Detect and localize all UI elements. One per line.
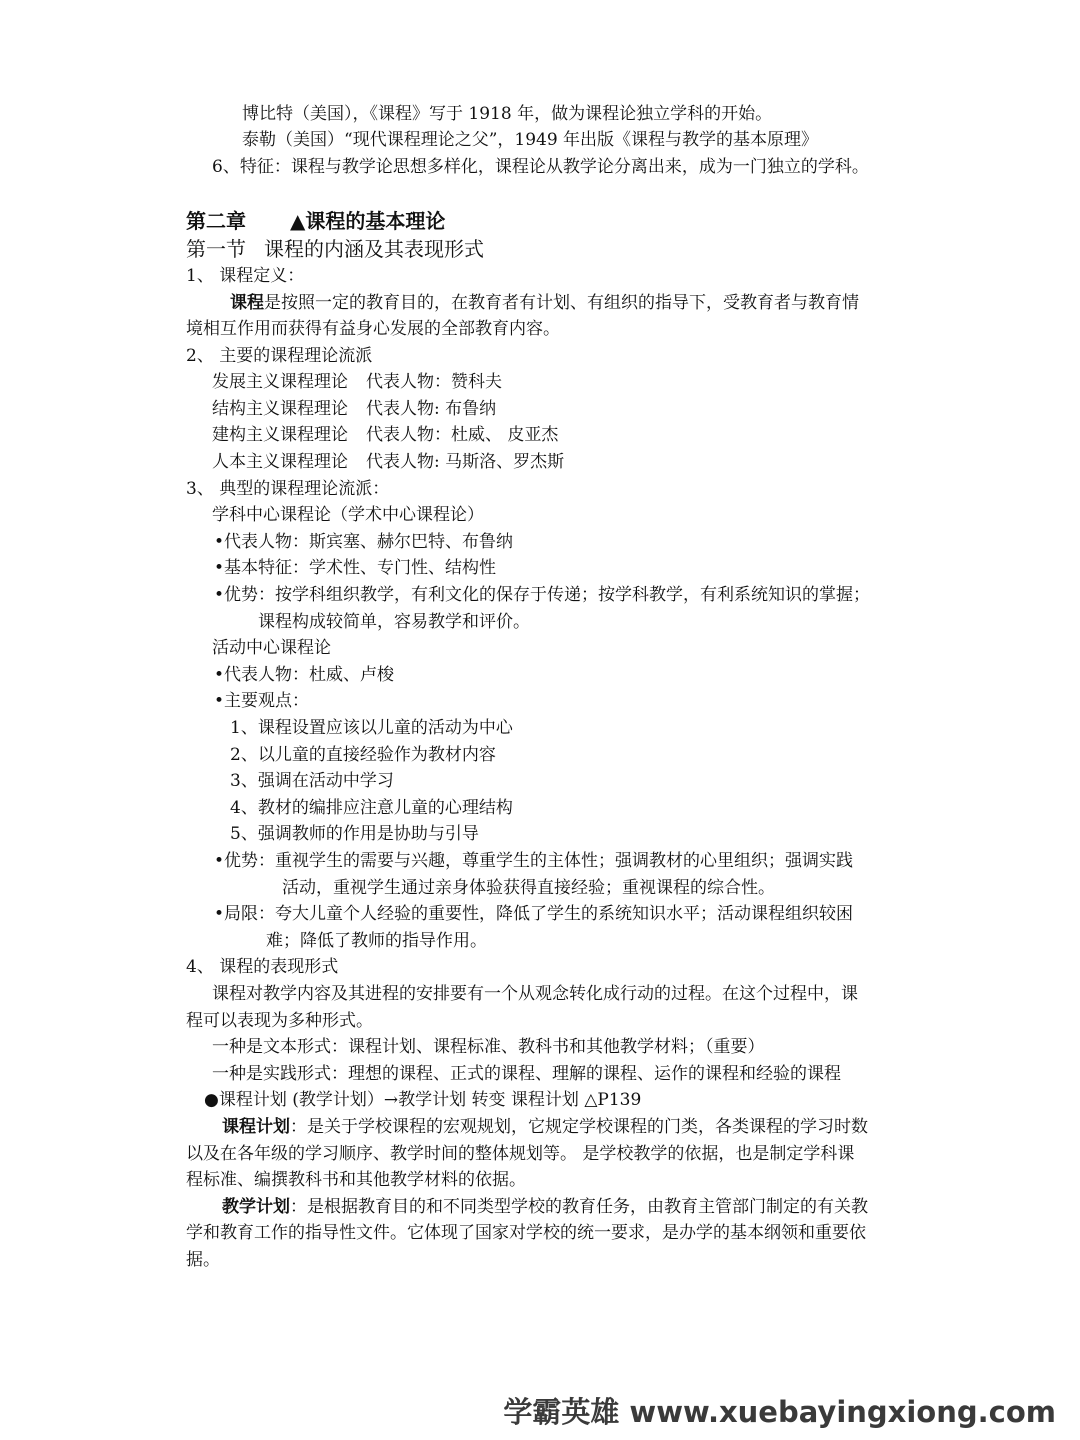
text-line: 博比特（美国），《课程》写于 1918 年，做为课程论独立学科的开始。 bbox=[242, 104, 773, 124]
text-line: 建构主义课程理论 代表人物：杜威、 皮亚杰 bbox=[212, 425, 559, 445]
chapter-number: 第二章 bbox=[186, 209, 246, 233]
text-line: 6、特征：课程与教学论思想多样化，课程论从教学论分离出来，成为一门独立的学科。 bbox=[212, 157, 869, 177]
bullet-item: •代表人物：杜威、卢梭 bbox=[214, 665, 395, 685]
bullet-item: •局限：夸大儿童个人经验的重要性，降低了学生的系统知识水平；活动课程组织较困 bbox=[214, 904, 854, 924]
definition-line: 课程是按照一定的教育目的，在教育者有计划、有组织的指导下，受教育者与教育情 bbox=[230, 293, 859, 313]
text-line: 以及在各年级的学习顺序、教学时间的整体规划等。 是学校教学的依据，也是制定学科课 bbox=[186, 1144, 855, 1164]
text-line: 一种是文本形式：课程计划、课程标准、教科书和其他教学材料；（重要） bbox=[212, 1037, 765, 1057]
text-line: 结构主义课程理论 代表人物: 布鲁纳 bbox=[212, 399, 497, 419]
list-item: 4、教材的编排应注意儿童的心理结构 bbox=[230, 798, 513, 818]
list-heading: 3、 典型的课程理论流派： bbox=[186, 479, 390, 499]
text-line: 课程对教学内容及其进程的安排要有一个从观念转化成行动的过程。在这个过程中，课 bbox=[212, 984, 858, 1004]
bullet-item: •基本特征：学术性、专门性、结构性 bbox=[214, 558, 497, 578]
bullet-item: •主要观点： bbox=[214, 691, 310, 711]
bullet-item: •代表人物：斯宾塞、赫尔巴特、布鲁纳 bbox=[214, 532, 514, 552]
text-line: 活动中心课程论 bbox=[212, 638, 331, 658]
text-line: 发展主义课程理论 代表人物：赞科夫 bbox=[212, 372, 502, 392]
text-line: 程标准、编撰教科书和其他教学材料的依据。 bbox=[186, 1170, 526, 1190]
chapter-title: ▲课程的基本理论 bbox=[290, 209, 446, 233]
list-item: 2、以儿童的直接经验作为教材内容 bbox=[230, 745, 496, 765]
term-bold: 课程计划 bbox=[222, 1117, 290, 1137]
text-line: 据。 bbox=[186, 1250, 220, 1270]
section-heading bbox=[186, 238, 484, 260]
definition-line: 教学计划：是根据教育目的和不同类型学校的教育任务，由教育主管部门制定的有关教 bbox=[222, 1197, 868, 1217]
section-number: 第一节 bbox=[186, 237, 246, 261]
text-line: ●课程计划 (教学计划）→教学计划 转变 课程计划 △P139 bbox=[204, 1090, 642, 1110]
section-title: 课程的内涵及其表现形式 bbox=[264, 237, 484, 261]
bullet-item: •优势：按学科组织教学，有利文化的保存于传递；按学科教学，有利系统知识的掌握； bbox=[214, 585, 871, 605]
list-item: 1、课程设置应该以儿童的活动为中心 bbox=[230, 718, 513, 738]
chapter-heading bbox=[186, 210, 445, 232]
list-item: 3、强调在活动中学习 bbox=[230, 771, 394, 791]
list-item: 5、强调教师的作用是协助与引导 bbox=[230, 824, 479, 844]
list-heading: 1、 课程定义： bbox=[186, 266, 305, 286]
text-line: 人本主义课程理论 代表人物: 马斯洛、罗杰斯 bbox=[212, 452, 565, 472]
text-line: 活动，重视学生通过亲身体验获得直接经验；重视课程的综合性。 bbox=[282, 878, 775, 898]
list-heading: 4、 课程的表现形式 bbox=[186, 957, 339, 977]
text-line: 一种是实践形式：理想的课程、正式的课程、理解的课程、运作的课程和经验的课程 bbox=[212, 1064, 841, 1084]
text-line: 课程构成较简单，容易教学和评价。 bbox=[258, 612, 530, 632]
watermark: 学霸英雄 www.xuebayingxiong.com bbox=[503, 1395, 1056, 1429]
term-bold: 课程 bbox=[230, 293, 264, 313]
text-line: 境相互作用而获得有益身心发展的全部教育内容。 bbox=[186, 319, 560, 339]
text-line: 学科中心课程论（学术中心课程论） bbox=[212, 505, 484, 525]
definition-line: 课程计划：是关于学校课程的宏观规划，它规定学校课程的门类，各类课程的学习时数 bbox=[222, 1117, 868, 1137]
text-line: 学和教育工作的指导性文件。它体现了国家对学校的统一要求，是办学的基本纲领和重要依 bbox=[186, 1223, 866, 1243]
list-heading: 2、 主要的课程理论流派 bbox=[186, 346, 373, 366]
text-line: 泰勒（美国）“现代课程理论之父”，1949 年出版《课程与教学的基本原理》 bbox=[242, 130, 819, 150]
bullet-item: •优势：重视学生的需要与兴趣，尊重学生的主体性；强调教材的心里组织；强调实践 bbox=[214, 851, 854, 871]
text-line: 程可以表现为多种形式。 bbox=[186, 1011, 373, 1031]
term-bold: 教学计划 bbox=[222, 1197, 290, 1217]
text-line: 难；降低了教师的指导作用。 bbox=[266, 931, 487, 951]
